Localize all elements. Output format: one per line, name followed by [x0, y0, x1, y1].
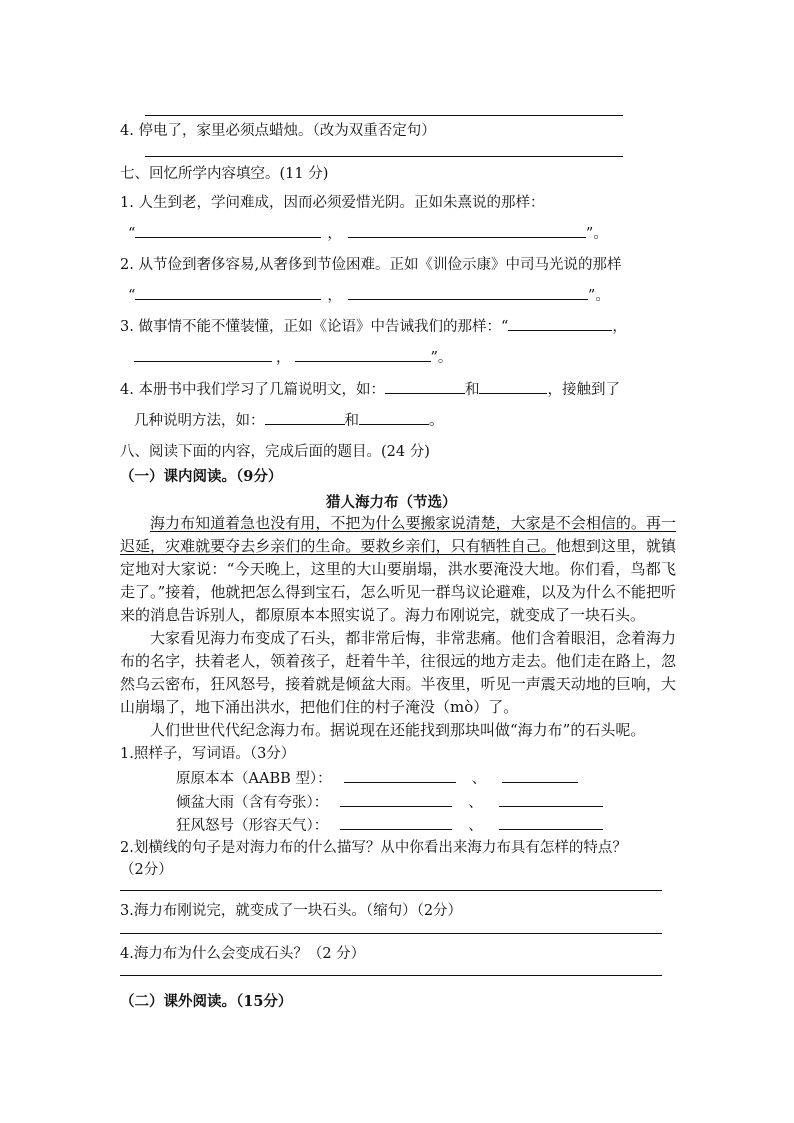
sec8-q4: 4.海力布为什么会变成石头？（2 分）: [120, 946, 366, 962]
close-quote: ”。: [587, 288, 610, 304]
blank[interactable]: [502, 768, 578, 783]
close-quote: ”。: [585, 226, 608, 242]
word-prompt: 原原本本（AABB 型）：: [176, 771, 332, 787]
answer-line[interactable]: [120, 890, 662, 891]
sec8-q2-score: （2分）: [120, 862, 173, 878]
sec7-q1: 1. 人生到老，学问难成，因而必须爱惜光阴。正如朱熹说的那样：: [120, 195, 545, 211]
blank[interactable]: [340, 815, 452, 830]
paragraph-1-rest: 他想到这里，就镇定地对大家说：“今天晚上，这里的大山要崩塌，洪水要淹没大地。你们看，鸟都飞走了。”接着，他就把怎么得到宝石，怎么听见一群鸟议论避难，以及为什么不能把听来的消息告诉别人，都原原本本照实说了。海力布刚说完，就变成了一块石头。: [120, 537, 676, 624]
subsection-extracurricular: （二）课外阅读。（15分）: [120, 993, 293, 1010]
blank[interactable]: [344, 768, 456, 783]
section-7-title: 七、回忆所学内容填空。(11 分): [120, 166, 329, 182]
word-row-1: [176, 767, 578, 788]
sec7-q4-text: 4. 本册书中我们学习了几篇说明文，如：: [120, 382, 385, 398]
answer-line[interactable]: [145, 156, 623, 157]
separator: 、: [471, 771, 487, 787]
paragraph-2: 大家看见海力布变成了石头，都非常后悔，非常悲痛。他们含着眼泪，念着海力布的名字，扶着老人，领着孩子，赶着牛羊，往很远的地方走去。他们走在路上，忽然乌云密布，狂风怒号，接着就是倾盆大雨。半夜里，听见一声震天动地的巨响，大山崩塌了，地下涌出洪水，把他们住的村子淹没（mò）了。: [120, 629, 676, 716]
sec7-q3: [120, 315, 627, 336]
sec7-q2-answer: [128, 284, 610, 305]
paragraph-3: 人们世世代代纪念海力布。据说现在还能找到那块叫做“海力布”的石头呢。: [150, 721, 646, 739]
sec7-q1-answer: [128, 222, 608, 243]
close-quote: ”。: [430, 350, 453, 366]
sec8-q2: 2.划横线的句子是对海力布的什么描写？从中你看出来海力布具有怎样的特点？: [120, 840, 627, 856]
period: 。: [429, 413, 444, 429]
story-title: 猎人海力布（节选）: [326, 494, 457, 511]
sec8-q3: 3.海力布刚说完，就变成了一块石头。（缩句）（2分）: [120, 903, 463, 919]
story-passage: [120, 512, 676, 742]
answer-line[interactable]: [145, 115, 623, 116]
section-8-title: 八、阅读下面的内容，完成后面的题目。(24 分): [120, 444, 430, 460]
sec7-q4-text-b: ，接触到了: [547, 382, 620, 398]
sec7-q4-line2: [134, 409, 444, 430]
comma: ，: [276, 350, 291, 366]
question-double-negative: 4. 停电了，家里必须点蜡烛。（改为双重否定句）: [120, 123, 436, 139]
separator: 、: [468, 818, 483, 834]
comma: ，: [612, 319, 627, 335]
blank[interactable]: [134, 347, 272, 362]
underlined-sentences: 海力布知道着急也没有用，不把为什么要搬家说清楚，大家是不会相信的。再一迟延，灾难就要夺去乡亲们的生命。要救乡亲们，只有牺牲自己。: [120, 514, 676, 555]
word-row-3: [176, 814, 603, 835]
comma: ，: [327, 226, 342, 242]
sec7-q4: [120, 378, 620, 399]
sec7-q4-text-c: 几种说明方法，如：: [134, 413, 265, 429]
blank[interactable]: [385, 379, 465, 394]
blank[interactable]: [479, 379, 547, 394]
open-quote: “: [128, 226, 136, 242]
paragraph-1: [120, 512, 676, 627]
sec7-q3-text: 3. 做事情不能不懂装懂，正如《论语》中告诫我们的那样：“: [120, 319, 509, 335]
separator: 、: [468, 795, 483, 811]
open-quote: “: [128, 288, 136, 304]
blank[interactable]: [499, 792, 603, 807]
and: 和: [464, 382, 480, 398]
subsection-in-class: （一）课内阅读。（9分）: [120, 468, 283, 485]
blank[interactable]: [135, 223, 321, 238]
blank[interactable]: [135, 285, 321, 300]
and: 和: [344, 413, 359, 429]
blank[interactable]: [348, 285, 588, 300]
blank[interactable]: [508, 316, 612, 331]
sec7-q2: 2. 从节俭到奢侈容易,从奢侈到节俭困难。正如《训俭示康》中司马光说的那样: [120, 257, 622, 273]
blank[interactable]: [359, 410, 429, 425]
word-row-2: [176, 791, 603, 812]
blank[interactable]: [340, 792, 452, 807]
answer-line[interactable]: [120, 975, 662, 976]
blank[interactable]: [295, 347, 431, 362]
word-prompt: 狂风怒号（形容天气）：: [176, 818, 329, 834]
comma: ，: [327, 288, 342, 304]
sec8-q1: 1.照样子，写词语。（3分）: [120, 746, 296, 762]
blank[interactable]: [265, 410, 345, 425]
word-prompt: 倾盆大雨（含有夸张）：: [176, 795, 329, 811]
blank[interactable]: [499, 815, 603, 830]
sec7-q3-answer: [134, 346, 452, 367]
answer-line[interactable]: [120, 933, 662, 934]
blank[interactable]: [348, 223, 586, 238]
